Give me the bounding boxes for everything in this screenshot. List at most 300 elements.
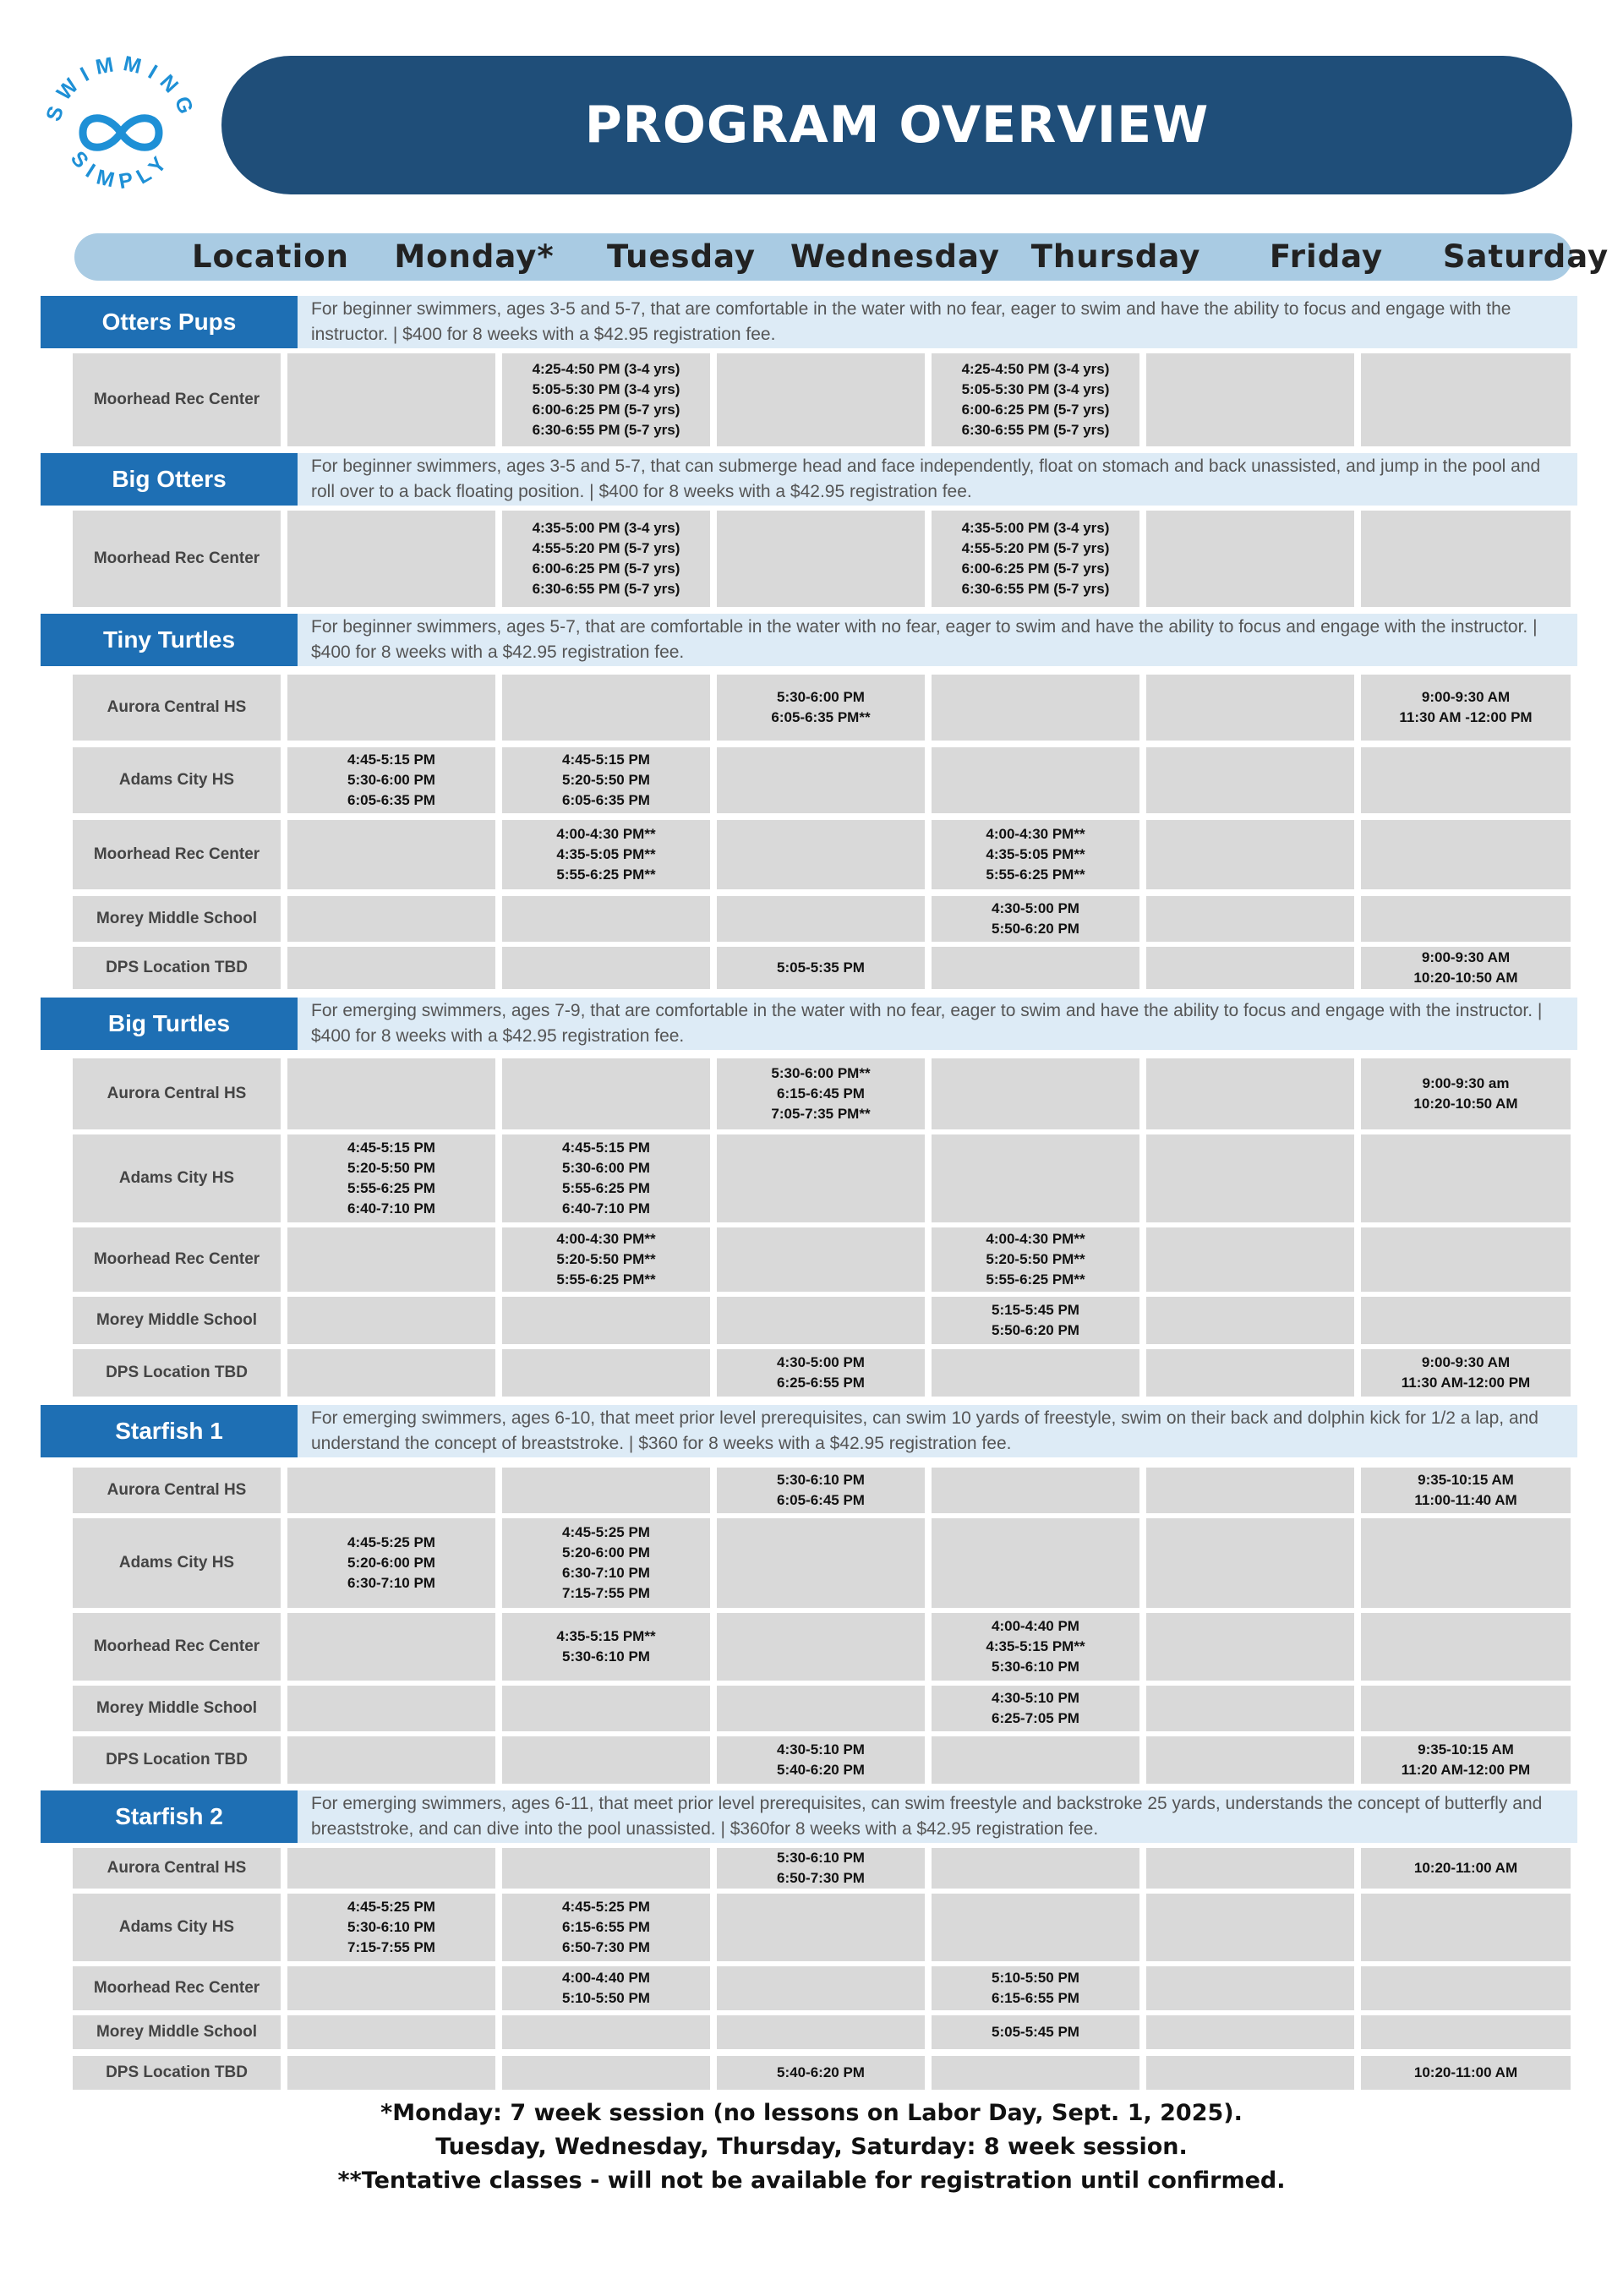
time-slot: 5:30-6:00 PM <box>777 689 865 705</box>
location-name: Aurora Central HS <box>73 1848 281 1889</box>
time-slot: 4:35-5:15 PM** <box>986 1638 1085 1654</box>
time-slot-cell-thu <box>932 1613 1139 1681</box>
time-slot-cell-mon <box>287 1686 495 1731</box>
time-slot-cell-fri <box>1146 1134 1354 1222</box>
time-slot: 5:05-5:30 PM (3-4 yrs) <box>532 381 680 397</box>
time-slot: 5:30-6:10 PM <box>777 1472 865 1488</box>
time-slot-cell-tue <box>502 1297 710 1344</box>
time-slot: 4:45-5:15 PM <box>347 1140 435 1156</box>
time-slot: 4:55-5:20 PM (5-7 yrs) <box>961 540 1110 556</box>
time-slot: 5:20-5:50 PM <box>562 772 650 788</box>
time-slot: 10:20-10:50 AM <box>1413 970 1518 986</box>
time-slot: 5:30-6:10 PM <box>992 1659 1079 1675</box>
time-slot: 5:30-6:10 PM <box>777 1850 865 1866</box>
time-slot: 4:00-4:30 PM** <box>556 1231 656 1247</box>
time-slot: 4:00-4:30 PM** <box>556 826 656 842</box>
time-slot: 6:30-6:55 PM (5-7 yrs) <box>961 422 1110 438</box>
time-slot: 6:05-6:35 PM** <box>771 709 871 725</box>
time-slot-cell-tue <box>502 1736 710 1784</box>
time-slot-cell-mon <box>287 1613 495 1681</box>
time-slot: 6:40-7:10 PM <box>562 1200 650 1216</box>
time-slot: 6:30-7:10 PM <box>562 1565 650 1581</box>
time-slot-cell-wed <box>717 1468 925 1513</box>
time-slot-cell-sat <box>1361 1134 1571 1222</box>
time-slot-cell-thu <box>932 1966 1139 2010</box>
schedule-row-moorhead-rec-center <box>0 353 1623 446</box>
program-description: For emerging swimmers, ages 6-11, that meet prior level prerequisites, can swim freestyle and backstroke 25 yards, understands the concept of butterfly and breaststroke, and can dive into the pool unassisted. | $360for 8 weeks with a $42.95 registration fee. <box>298 1790 1577 1843</box>
time-slot-cell-thu <box>932 1468 1139 1513</box>
time-slot-cell-tue <box>502 747 710 813</box>
time-slot-cell-mon <box>287 2056 495 2090</box>
time-slot: 4:45-5:25 PM <box>347 1899 435 1915</box>
time-slot: 5:55-6:25 PM** <box>556 1271 656 1287</box>
time-slot-cell-fri <box>1146 1468 1354 1513</box>
schedule-row-aurora-central-hs <box>0 675 1623 741</box>
time-slot: 5:55-6:25 PM <box>347 1180 435 1196</box>
column-header-tuesday: Tuesday <box>606 238 757 275</box>
location-name: Moorhead Rec Center <box>73 511 281 607</box>
location-name: Adams City HS <box>73 747 281 813</box>
time-slot-cell-sat <box>1361 1966 1571 2010</box>
time-slot-cell-thu <box>932 1227 1139 1292</box>
location-name: DPS Location TBD <box>73 2056 281 2090</box>
time-slot: 7:15-7:55 PM <box>347 1939 435 1955</box>
schedule-row-moorhead-rec-center <box>0 1966 1623 2010</box>
time-slot-cell-tue <box>502 1518 710 1608</box>
time-slot: 9:35-10:15 AM <box>1418 1472 1514 1488</box>
time-slot: 5:30-6:10 PM <box>347 1919 435 1935</box>
time-slot-cell-thu <box>932 1058 1139 1129</box>
time-slot: 4:25-4:50 PM (3-4 yrs) <box>961 361 1110 377</box>
time-slot: 6:05-6:45 PM <box>777 1492 865 1508</box>
time-slot: 5:20-5:50 PM** <box>556 1251 656 1267</box>
time-slot-cell-mon <box>287 1134 495 1222</box>
time-slot: 5:30-6:00 PM** <box>771 1065 871 1081</box>
program-description: For beginner swimmers, ages 3-5 and 5-7, that can submerge head and face independently, float on stomach and back unassisted, and jump in the pool and roll over to a back floating position. | $400 for 8 weeks with a $42.95 registration fee. <box>298 453 1577 506</box>
time-slot-cell-thu <box>932 1297 1139 1344</box>
time-slot: 5:05-5:30 PM (3-4 yrs) <box>961 381 1110 397</box>
time-slot-cell-mon <box>287 1894 495 1961</box>
time-slot-cell-tue <box>502 1058 710 1129</box>
time-slot-cell-thu <box>932 896 1139 942</box>
time-slot-cell-fri <box>1146 820 1354 889</box>
time-slot-cell-wed <box>717 1518 925 1608</box>
time-slot: 4:00-4:40 PM <box>992 1618 1079 1634</box>
time-slot: 6:50-7:30 PM <box>777 1870 865 1886</box>
time-slot-cell-thu <box>932 747 1139 813</box>
time-slot: 6:15-6:55 PM <box>562 1919 650 1935</box>
time-slot: 4:35-5:05 PM** <box>986 846 1085 862</box>
time-slot-cell-fri <box>1146 1613 1354 1681</box>
time-slot-cell-wed <box>717 511 925 607</box>
time-slot-cell-mon <box>287 1058 495 1129</box>
time-slot: 4:35-5:00 PM (3-4 yrs) <box>961 520 1110 536</box>
time-slot-cell-fri <box>1146 747 1354 813</box>
schedule-row-adams-city-hs <box>0 1894 1623 1961</box>
swimming-simply-logo <box>41 52 201 213</box>
schedule-row-morey-middle-school <box>0 1297 1623 1344</box>
time-slot-cell-fri <box>1146 896 1354 942</box>
time-slot-cell-fri <box>1146 353 1354 446</box>
time-slot-cell-mon <box>287 1518 495 1608</box>
time-slot: 5:55-6:25 PM** <box>556 866 656 883</box>
logo-top-text: SWIMMING <box>41 52 200 124</box>
time-slot: 4:35-5:15 PM** <box>556 1628 656 1644</box>
footer-note-sessions: Tuesday, Wednesday, Thursday, Saturday: 8 week session. <box>435 2134 1188 2160</box>
time-slot-cell-mon <box>287 353 495 446</box>
time-slot-cell-sat <box>1361 511 1571 607</box>
schedule-row-moorhead-rec-center <box>0 1227 1623 1292</box>
time-slot-cell-thu <box>932 675 1139 741</box>
time-slot: 9:00-9:30 AM <box>1421 949 1511 965</box>
time-slot-cell-mon <box>287 675 495 741</box>
time-slot: 5:30-6:00 PM <box>347 772 435 788</box>
time-slot: 5:20-5:50 PM** <box>986 1251 1085 1267</box>
time-slot-cell-tue <box>502 2056 710 2090</box>
program-description: For beginner swimmers, ages 3-5 and 5-7, that are comfortable in the water with no fear, eager to swim and have the ability to focus and engage with the instructor. | $400 for 8 weeks with a $42.95 registration fee. <box>298 296 1577 348</box>
time-slot: 6:40-7:10 PM <box>347 1200 435 1216</box>
time-slot-cell-sat <box>1361 947 1571 989</box>
time-slot: 4:30-5:00 PM <box>777 1354 865 1370</box>
page-header <box>221 56 1572 194</box>
time-slot: 6:30-7:10 PM <box>347 1575 435 1591</box>
time-slot: 6:15-6:55 PM <box>992 1990 1079 2006</box>
time-slot-cell-tue <box>502 1134 710 1222</box>
time-slot-cell-tue <box>502 1349 710 1397</box>
time-slot: 5:20-6:00 PM <box>347 1555 435 1571</box>
svg-text:SIMPLY <box>66 147 176 194</box>
schedule-row-aurora-central-hs <box>0 1058 1623 1129</box>
time-slot: 5:55-6:25 PM <box>562 1180 650 1196</box>
time-slot: 4:45-5:25 PM <box>347 1534 435 1550</box>
time-slot-cell-sat <box>1361 1894 1571 1961</box>
time-slot-cell-fri <box>1146 1736 1354 1784</box>
time-slot: 5:55-6:25 PM** <box>986 1271 1085 1287</box>
schedule-row-dps-location-tbd <box>0 2056 1623 2090</box>
time-slot-cell-thu <box>932 947 1139 989</box>
column-header-saturday: Saturday <box>1442 238 1609 275</box>
time-slot: 5:30-6:00 PM <box>562 1160 650 1176</box>
location-name: DPS Location TBD <box>73 1736 281 1784</box>
column-header-thursday: Thursday <box>1030 238 1201 275</box>
time-slot: 5:10-5:50 PM <box>992 1970 1079 1986</box>
location-name: Aurora Central HS <box>73 675 281 741</box>
time-slot-cell-sat <box>1361 820 1571 889</box>
program-header <box>41 614 1577 666</box>
time-slot: 5:20-6:00 PM <box>562 1544 650 1561</box>
time-slot-cell-wed <box>717 896 925 942</box>
location-name: Morey Middle School <box>73 1297 281 1344</box>
time-slot-cell-sat <box>1361 1058 1571 1129</box>
time-slot-cell-sat <box>1361 747 1571 813</box>
schedule-row-moorhead-rec-center <box>0 820 1623 889</box>
footer-notes <box>0 2096 1623 2198</box>
svg-text:SWIMMING <box>41 52 200 124</box>
time-slot: 6:25-6:55 PM <box>777 1375 865 1391</box>
schedule-row-moorhead-rec-center <box>0 1613 1623 1681</box>
time-slot: 5:20-5:50 PM <box>347 1160 435 1176</box>
time-slot-cell-fri <box>1146 511 1354 607</box>
program-name: Big Turtles <box>41 998 298 1050</box>
time-slot: 11:00-11:40 AM <box>1414 1492 1517 1508</box>
time-slot-cell-mon <box>287 747 495 813</box>
time-slot-cell-thu <box>932 1518 1139 1608</box>
time-slot-cell-fri <box>1146 1966 1354 2010</box>
time-slot-cell-sat <box>1361 896 1571 942</box>
time-slot: 4:55-5:20 PM (5-7 yrs) <box>532 540 680 556</box>
time-slot: 4:00-4:40 PM <box>562 1970 650 1986</box>
time-slot-cell-sat <box>1361 1686 1571 1731</box>
time-slot-cell-mon <box>287 1966 495 2010</box>
time-slot: 4:30-5:10 PM <box>777 1741 865 1758</box>
time-slot-cell-wed <box>717 747 925 813</box>
time-slot: 4:45-5:25 PM <box>562 1899 650 1915</box>
time-slot: 4:00-4:30 PM** <box>986 826 1085 842</box>
time-slot-cell-tue <box>502 896 710 942</box>
time-slot-cell-wed <box>717 1848 925 1889</box>
time-slot-cell-wed <box>717 675 925 741</box>
time-slot-cell-sat <box>1361 1518 1571 1608</box>
time-slot: 11:20 AM-12:00 PM <box>1401 1762 1531 1778</box>
location-name: Aurora Central HS <box>73 1468 281 1513</box>
time-slot-cell-wed <box>717 353 925 446</box>
time-slot-cell-mon <box>287 1736 495 1784</box>
time-slot-cell-fri <box>1146 1058 1354 1129</box>
logo-bottom-text: SIMPLY <box>65 146 177 194</box>
schedule-row-dps-location-tbd <box>0 947 1623 989</box>
time-slot: 5:50-6:20 PM <box>992 921 1079 937</box>
time-slot: 6:30-6:55 PM (5-7 yrs) <box>532 581 680 597</box>
time-slot: 6:05-6:35 PM <box>347 792 435 808</box>
time-slot-cell-sat <box>1361 1736 1571 1784</box>
column-header-monday: Monday* <box>394 238 555 275</box>
time-slot: 6:05-6:35 PM <box>562 792 650 808</box>
time-slot-cell-thu <box>932 1686 1139 1731</box>
program-description: For emerging swimmers, ages 7-9, that are comfortable in the water with no fear, eager to swim and have the ability to focus and engage with the instructor. | $400 for 8 weeks with a $42.95 registration fee. <box>298 998 1577 1050</box>
footer-note-tentative: **Tentative classes - will not be available for registration until confirmed. <box>337 2168 1286 2194</box>
infinity-icon <box>83 118 159 148</box>
time-slot: 9:00-9:30 am <box>1422 1075 1510 1091</box>
program-name: Starfish 1 <box>41 1405 298 1457</box>
time-slot-cell-wed <box>717 2056 925 2090</box>
location-name: DPS Location TBD <box>73 947 281 989</box>
schedule-row-morey-middle-school <box>0 896 1623 942</box>
program-header <box>41 1405 1577 1457</box>
time-slot: 5:50-6:20 PM <box>992 1322 1079 1338</box>
location-name: Adams City HS <box>73 1894 281 1961</box>
time-slot-cell-thu <box>932 1848 1139 1889</box>
time-slot: 11:30 AM-12:00 PM <box>1401 1375 1531 1391</box>
time-slot: 9:00-9:30 AM <box>1421 1354 1511 1370</box>
schedule-row-dps-location-tbd <box>0 1736 1623 1784</box>
time-slot-cell-fri <box>1146 1686 1354 1731</box>
time-slot: 9:35-10:15 AM <box>1418 1741 1514 1758</box>
time-slot: 11:30 AM -12:00 PM <box>1399 709 1533 725</box>
time-slot-cell-mon <box>287 820 495 889</box>
location-name: Adams City HS <box>73 1518 281 1608</box>
time-slot-cell-fri <box>1146 2056 1354 2090</box>
time-slot-cell-sat <box>1361 353 1571 446</box>
location-name: Morey Middle School <box>73 2015 281 2049</box>
time-slot: 7:15-7:55 PM <box>562 1585 650 1601</box>
time-slot-cell-tue <box>502 1227 710 1292</box>
time-slot-cell-sat <box>1361 1468 1571 1513</box>
time-slot-cell-wed <box>717 1686 925 1731</box>
column-header-wednesday: Wednesday <box>790 238 1000 275</box>
time-slot: 4:35-5:00 PM (3-4 yrs) <box>532 520 680 536</box>
time-slot-cell-wed <box>717 1134 925 1222</box>
time-slot-cell-tue <box>502 511 710 607</box>
location-name: Moorhead Rec Center <box>73 1966 281 2010</box>
time-slot-cell-tue <box>502 353 710 446</box>
time-slot: 5:40-6:20 PM <box>777 2064 865 2080</box>
time-slot: 5:55-6:25 PM** <box>986 866 1085 883</box>
time-slot-cell-wed <box>717 1297 925 1344</box>
schedule-row-morey-middle-school <box>0 2015 1623 2049</box>
time-slot: 5:40-6:20 PM <box>777 1762 865 1778</box>
time-slot-cell-wed <box>717 1736 925 1784</box>
schedule-row-aurora-central-hs <box>0 1848 1623 1889</box>
time-slot: 4:30-5:10 PM <box>992 1690 1079 1706</box>
time-slot-cell-wed <box>717 1349 925 1397</box>
time-slot: 5:10-5:50 PM <box>562 1990 650 2006</box>
time-slot-cell-tue <box>502 947 710 989</box>
time-slot: 4:45-5:15 PM <box>562 752 650 768</box>
column-header-friday: Friday <box>1269 238 1384 275</box>
location-name: Moorhead Rec Center <box>73 353 281 446</box>
program-name: Starfish 2 <box>41 1790 298 1843</box>
time-slot: 6:50-7:30 PM <box>562 1939 650 1955</box>
schedule-row-adams-city-hs <box>0 747 1623 813</box>
time-slot: 6:00-6:25 PM (5-7 yrs) <box>532 560 680 577</box>
time-slot-cell-thu <box>932 2056 1139 2090</box>
time-slot-cell-thu <box>932 1736 1139 1784</box>
time-slot-cell-thu <box>932 820 1139 889</box>
time-slot-cell-fri <box>1146 2015 1354 2049</box>
schedule-row-adams-city-hs <box>0 1134 1623 1222</box>
time-slot-cell-sat <box>1361 2015 1571 2049</box>
time-slot-cell-mon <box>287 1848 495 1889</box>
time-slot-cell-mon <box>287 896 495 942</box>
time-slot: 10:20-11:00 AM <box>1413 1860 1518 1876</box>
time-slot-cell-sat <box>1361 1613 1571 1681</box>
time-slot-cell-thu <box>932 1894 1139 1961</box>
time-slot: 6:00-6:25 PM (5-7 yrs) <box>532 402 680 418</box>
time-slot: 5:30-6:10 PM <box>562 1648 650 1665</box>
time-slot-cell-thu <box>932 511 1139 607</box>
time-slot: 6:15-6:45 PM <box>777 1085 865 1102</box>
time-slot: 9:00-9:30 AM <box>1421 689 1511 705</box>
time-slot-cell-fri <box>1146 1227 1354 1292</box>
program-description: For emerging swimmers, ages 6-10, that meet prior level prerequisites, can swim 10 yards of freestyle, swim on their back and dolphin kick for 1/2 a lap, and understand the concept of breaststroke. | $360 for 8 weeks with a $42.95 registration fee. <box>298 1405 1577 1457</box>
column-header-location: Location <box>191 238 350 275</box>
time-slot-cell-fri <box>1146 1894 1354 1961</box>
time-slot-cell-sat <box>1361 1848 1571 1889</box>
time-slot-cell-fri <box>1146 1848 1354 1889</box>
time-slot-cell-wed <box>717 1613 925 1681</box>
time-slot-cell-wed <box>717 1966 925 2010</box>
time-slot: 6:30-6:55 PM (5-7 yrs) <box>532 422 680 438</box>
location-name: DPS Location TBD <box>73 1349 281 1397</box>
time-slot-cell-fri <box>1146 1349 1354 1397</box>
time-slot: 4:45-5:15 PM <box>562 1140 650 1156</box>
schedule-row-aurora-central-hs <box>0 1468 1623 1513</box>
time-slot-cell-sat <box>1361 2056 1571 2090</box>
time-slot-cell-thu <box>932 2015 1139 2049</box>
time-slot-cell-fri <box>1146 1297 1354 1344</box>
time-slot-cell-mon <box>287 1349 495 1397</box>
location-name: Adams City HS <box>73 1134 281 1222</box>
time-slot-cell-mon <box>287 1297 495 1344</box>
time-slot-cell-thu <box>932 1134 1139 1222</box>
location-name: Moorhead Rec Center <box>73 820 281 889</box>
time-slot: 5:15-5:45 PM <box>992 1302 1079 1318</box>
time-slot-cell-tue <box>502 675 710 741</box>
time-slot-cell-sat <box>1361 1349 1571 1397</box>
time-slot: 4:00-4:30 PM** <box>986 1231 1085 1247</box>
time-slot: 7:05-7:35 PM** <box>771 1106 871 1122</box>
time-slot-cell-tue <box>502 1966 710 2010</box>
time-slot-cell-thu <box>932 1349 1139 1397</box>
footer-note-monday: *Monday: 7 week session (no lessons on Labor Day, Sept. 1, 2025). <box>380 2100 1243 2126</box>
time-slot: 5:05-5:45 PM <box>992 2024 1079 2040</box>
time-slot: 4:25-4:50 PM (3-4 yrs) <box>532 361 680 377</box>
time-slot-cell-mon <box>287 947 495 989</box>
program-name: Tiny Turtles <box>41 614 298 666</box>
time-slot: 6:00-6:25 PM (5-7 yrs) <box>961 560 1110 577</box>
time-slot-cell-wed <box>717 820 925 889</box>
time-slot-cell-fri <box>1146 675 1354 741</box>
time-slot: 4:45-5:25 PM <box>562 1524 650 1540</box>
time-slot-cell-tue <box>502 1848 710 1889</box>
time-slot-cell-tue <box>502 1686 710 1731</box>
time-slot-cell-wed <box>717 1227 925 1292</box>
time-slot: 10:20-10:50 AM <box>1413 1096 1518 1112</box>
time-slot-cell-tue <box>502 2015 710 2049</box>
time-slot-cell-sat <box>1361 1227 1571 1292</box>
time-slot-cell-sat <box>1361 1297 1571 1344</box>
schedule-row-morey-middle-school <box>0 1686 1623 1731</box>
time-slot: 6:30-6:55 PM (5-7 yrs) <box>961 581 1110 597</box>
time-slot-cell-tue <box>502 820 710 889</box>
location-name: Morey Middle School <box>73 896 281 942</box>
page-title: PROGRAM OVERVIEW <box>584 96 1210 155</box>
location-name: Morey Middle School <box>73 1686 281 1731</box>
time-slot-cell-fri <box>1146 1518 1354 1608</box>
time-slot-cell-mon <box>287 2015 495 2049</box>
time-slot-cell-fri <box>1146 947 1354 989</box>
time-slot: 4:30-5:00 PM <box>992 900 1079 916</box>
program-header <box>41 453 1577 506</box>
program-description: For beginner swimmers, ages 5-7, that are comfortable in the water with no fear, eager to swim and have the ability to focus and engage with the instructor. | $400 for 8 weeks with a $42.95 registration fee. <box>298 614 1577 666</box>
time-slot: 4:35-5:05 PM** <box>556 846 656 862</box>
time-slot-cell-tue <box>502 1894 710 1961</box>
time-slot-cell-mon <box>287 511 495 607</box>
schedule-row-adams-city-hs <box>0 1518 1623 1608</box>
time-slot-cell-mon <box>287 1468 495 1513</box>
schedule-row-dps-location-tbd <box>0 1349 1623 1397</box>
program-header <box>41 296 1577 348</box>
location-name: Moorhead Rec Center <box>73 1613 281 1681</box>
time-slot-cell-thu <box>932 353 1139 446</box>
time-slot-cell-wed <box>717 1058 925 1129</box>
time-slot: 4:45-5:15 PM <box>347 752 435 768</box>
program-header <box>41 998 1577 1050</box>
program-header <box>41 1790 1577 1843</box>
time-slot-cell-mon <box>287 1227 495 1292</box>
time-slot-cell-wed <box>717 2015 925 2049</box>
time-slot-cell-tue <box>502 1468 710 1513</box>
